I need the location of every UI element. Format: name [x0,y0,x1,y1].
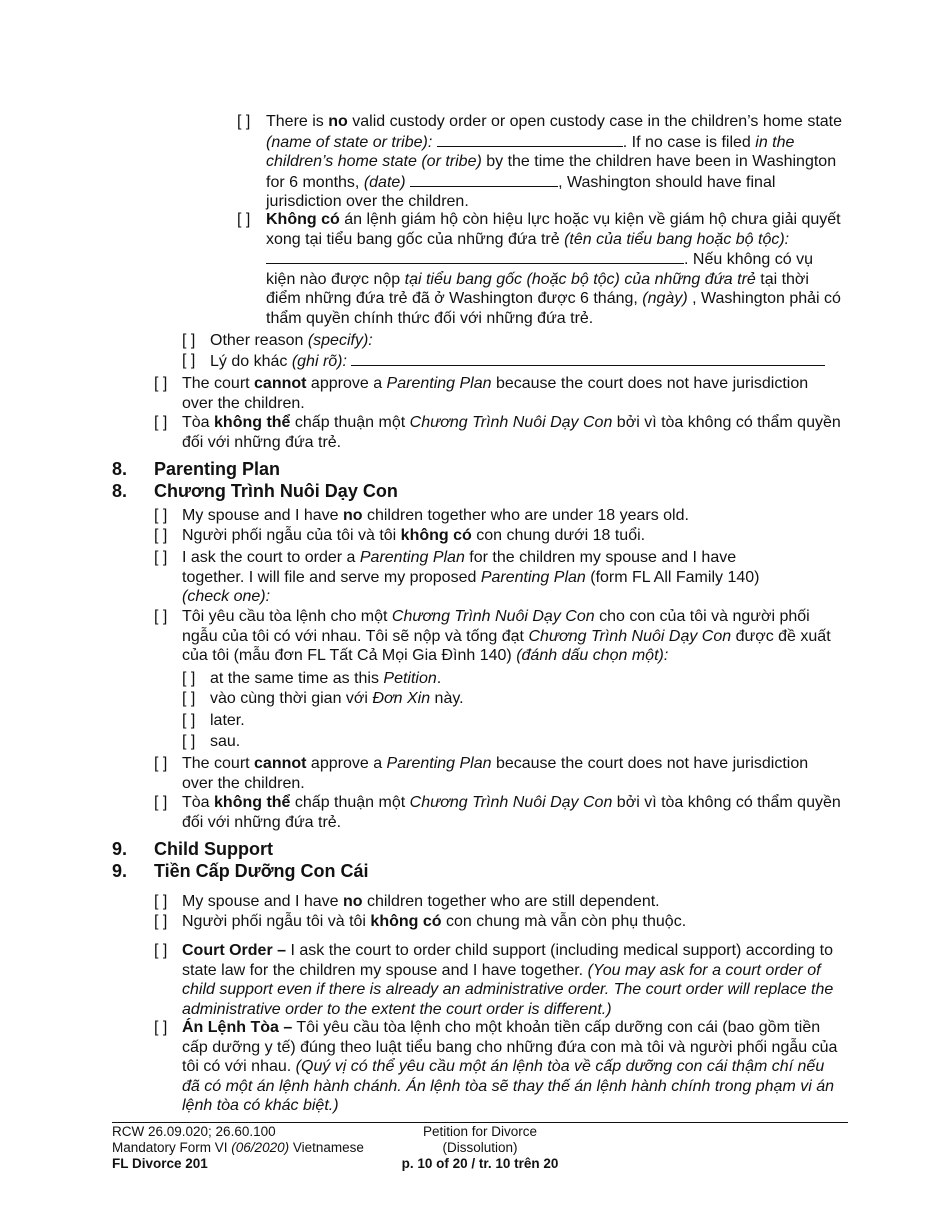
option-text: The court cannot approve a Parenting Plan because the court does not have jurisdiction over the children. [182,755,809,792]
option-text: Tòa không thể chấp thuận một Chương Trình Nuôi Dạy Con bởi vì tòa không có thẩm quyền đối với những đứa trẻ. [182,414,841,451]
checkbox[interactable]: [ ] [237,211,251,228]
section-title: Child Support [154,839,273,859]
option-text: Không có án lệnh giám hộ còn hiệu lực hoặc vụ kiện về giám hộ chưa giải quyết xong tại tiểu bang gốc của những đứa trẻ (tên của tiểu bang hoặc bộ tộc): . Nếu không có vụ kiện nào được nộp tại tiểu bang gốc (hoặc bộ tộc) của những đứa trẻ tại thời điểm những đứa trẻ đã ở Washington được 6 tháng, (ngày) , Washington phải có thẩm quyền chính thức đối với những đứa trẻ. [266,211,841,327]
s9-no-dependent-vi [154,912,842,932]
s8-no-children-vi [154,526,842,546]
footer-center [380,1124,580,1172]
reason-blank[interactable] [351,351,825,366]
option-text: vào cùng thời gian với Đơn Xin này. [210,690,464,707]
checkbox[interactable]: [ ] [154,893,168,910]
option-text: Người phối ngẫu tôi và tôi không có con chung mà vẫn còn phụ thuộc. [182,913,687,930]
checkbox[interactable]: [ ] [182,712,196,729]
state-blank[interactable] [437,132,623,147]
custody-cannot-en [154,374,842,413]
footer-form: Mandatory Form VI (06/2020) Vietnamese [112,1140,364,1155]
section-number: 9. [112,861,128,881]
option-text: sau. [210,733,241,750]
option-text: The court cannot approve a Parenting Plan because the court does not have jurisdiction over the children. [182,375,809,412]
checkbox[interactable]: [ ] [154,942,168,959]
checkbox[interactable]: [ ] [154,507,168,524]
option-text: Court Order – I ask the court to order child support (including medical support) according to state law for the children my spouse and I have together. (You may ask for a court order of child support even if there is already an administrative order. The court order will replace the administrative order to the extent the court order is different.) [182,942,834,1018]
option-text: There is no valid custody order or open custody case in the children’s home state (name of state or tribe): . If no case is filed in the children’s home state (or tribe) by the time the children have been in Washington for 6 months, (date) , Washington should have final jurisdiction over the children. [266,113,842,210]
custody-no-valid-en [237,112,842,212]
footer-form-id: FL Divorce 201 [112,1156,208,1171]
option-text: I ask the court to order a Parenting Plan for the children my spouse and I have together. I will file and serve my proposed Parenting Plan (form FL All Family 140) (check one): [182,549,760,605]
checkbox[interactable]: [ ] [237,113,251,130]
footer-left [112,1124,364,1172]
s8-ask-en [154,548,842,607]
checkbox[interactable]: [ ] [154,414,168,431]
date-blank[interactable] [410,172,558,187]
s8-ask-vi [154,607,842,666]
checkbox[interactable]: [ ] [182,670,196,687]
option-text: Lý do khác (ghi rõ): [210,351,842,372]
s8-later-en [182,711,782,731]
option-text: My spouse and I have no children together who are still dependent. [182,893,660,910]
section-number: 8. [112,459,128,479]
checkbox[interactable]: [ ] [182,332,196,349]
option-text: Tòa không thể chấp thuận một Chương Trình Nuôi Dạy Con bởi vì tòa không có thẩm quyền đối với những đứa trẻ. [182,794,841,831]
checkbox[interactable]: [ ] [154,755,168,772]
option-text: Other reason (specify): [210,332,373,349]
checkbox[interactable]: [ ] [154,794,168,811]
checkbox[interactable]: [ ] [154,913,168,930]
section-number: 9. [112,839,128,859]
custody-other-vi [182,351,842,372]
option-text: My spouse and I have no children together who are under 18 years old. [182,507,689,524]
s8-no-children-en [154,506,842,526]
s8-same-time-en [182,669,782,689]
custody-no-valid-vi [237,210,842,328]
option-text: at the same time as this Petition. [210,670,442,687]
s8-later-vi [182,732,782,752]
s8-cannot-en [154,754,842,793]
section-number: 8. [112,481,128,501]
checkbox[interactable]: [ ] [154,549,168,566]
section-title: Chương Trình Nuôi Dạy Con [154,481,398,501]
footer-doc-title: Petition for Divorce [422,1124,538,1139]
custody-cannot-vi [154,413,842,452]
checkbox[interactable]: [ ] [182,352,196,369]
footer-rcw: RCW 26.09.020; 26.60.100 [112,1124,276,1139]
s9-no-dependent-en [154,892,842,912]
option-text: later. [210,712,245,729]
s8-same-time-vi [182,689,782,709]
checkbox[interactable]: [ ] [154,608,168,625]
s8-cannot-vi [154,793,842,832]
footer-divider [112,1122,848,1123]
footer-doc-sub: (Dissolution) [442,1140,518,1155]
option-text: Án Lệnh Tòa – Tôi yêu cầu tòa lệnh cho một khoản tiền cấp dưỡng con cái (bao gồm tiền cấp dưỡng y tế) đúng theo luật tiểu bang cho những đứa con mà tôi và người phối ngẫu của tôi có với nhau. (Quý vị có thể yêu cầu một án lệnh tòa về cấp dưỡng con cái thậm chí nếu đã có một án lệnh hành chánh. Án lệnh tòa sẽ thay thế án lệnh hành chính trong phạm vi án lệnh tòa có khác biệt.) [182,1019,838,1114]
checkbox[interactable]: [ ] [154,1019,168,1036]
checkbox[interactable]: [ ] [154,527,168,544]
custody-other-en [182,331,842,351]
option-text: Tôi yêu cầu tòa lệnh cho một Chương Trình Nuôi Dạy Con cho con của tôi và người phối ngẫu của tôi có với nhau. Tôi sẽ nộp và tống đạt Chương Trình Nuôi Dạy Con được đề xuất của tôi (mẫu đơn FL Tất Cả Mọi Gia Đình 140) (đánh dấu chọn một): [182,608,831,664]
state-blank[interactable] [266,249,684,264]
section-title: Parenting Plan [154,459,281,479]
footer-page: p. 10 of 20 / tr. 10 trên 20 [401,1156,559,1171]
checkbox[interactable]: [ ] [182,733,196,750]
s9-court-order-vi [154,1018,842,1116]
checkbox[interactable]: [ ] [154,375,168,392]
s9-court-order-en [154,941,842,1019]
section-title: Tiền Cấp Dưỡng Con Cái [154,861,369,881]
option-text: Người phối ngẫu của tôi và tôi không có con chung dưới 18 tuổi. [182,527,646,544]
checkbox[interactable]: [ ] [182,690,196,707]
